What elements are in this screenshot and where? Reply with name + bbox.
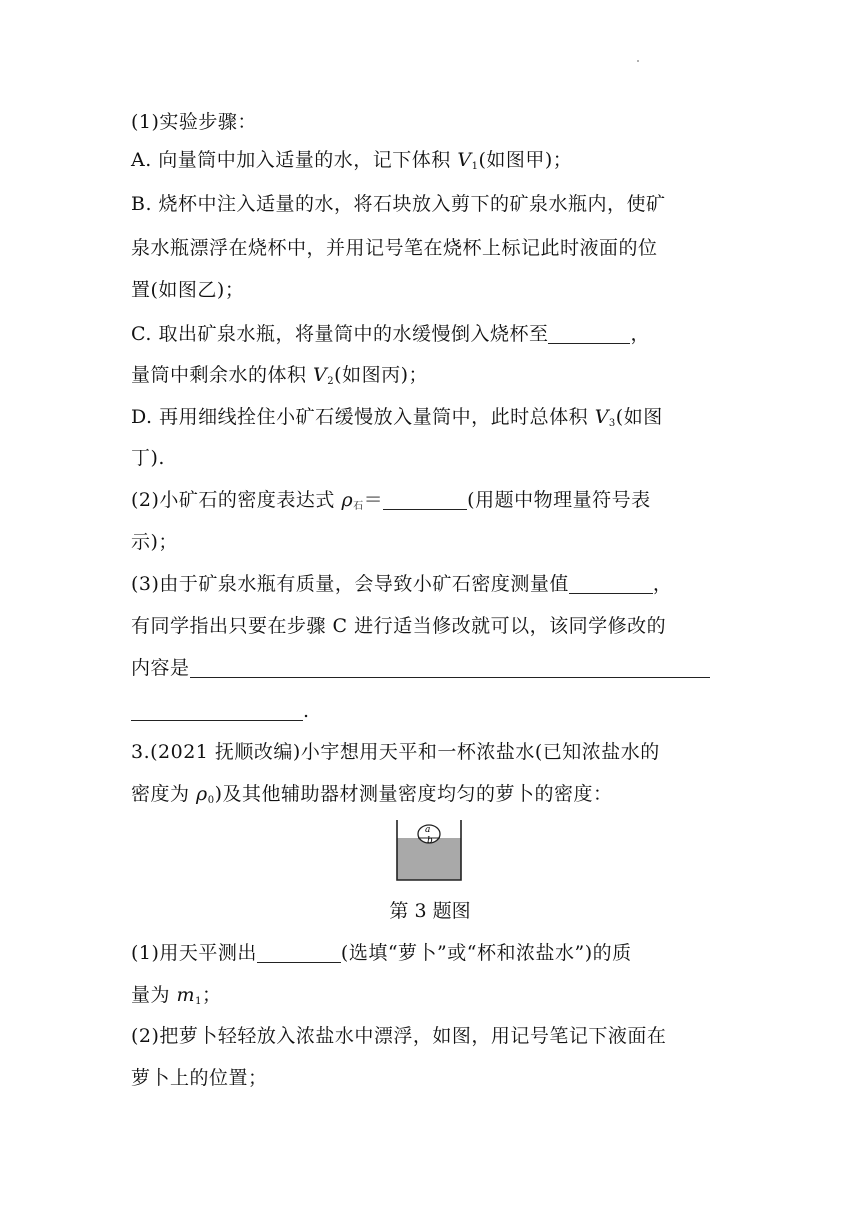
answer-blank[interactable] [131, 700, 303, 721]
answer-blank[interactable] [548, 323, 630, 344]
answer-blank[interactable] [257, 942, 341, 963]
symbol-m: m [176, 984, 196, 1006]
punct: ， [630, 323, 650, 345]
label-b: b [427, 836, 433, 846]
step-d-text: 丁). [131, 447, 165, 469]
punct: ； [201, 984, 222, 1006]
step-2-text: (2)把萝卜轻轻放入浓盐水中漂浮，如图，用记号笔记下液面在 [131, 1025, 667, 1047]
subscript: 0 [207, 795, 215, 806]
text-line [131, 776, 751, 819]
text-line [131, 693, 751, 729]
symbol-rho: ρ [341, 489, 354, 511]
subscript: 2 [327, 376, 335, 387]
subscript: 1 [195, 996, 202, 1007]
step-b-text: B. 烧杯中注入适量的水，将石块放入剪下的矿泉水瓶内，使矿 [131, 193, 666, 215]
problem-3-text: 密度为 [131, 783, 197, 805]
text-line [131, 142, 751, 185]
text-line [131, 272, 751, 308]
answer-blank[interactable] [569, 573, 653, 594]
question-2-text: 示)； [131, 531, 178, 553]
text-line [131, 440, 751, 476]
text-line [131, 566, 751, 602]
problem-3-text: 3.(2021 抚顺改编)小宇想用天平和一杯浓盐水(已知浓盐水的 [131, 741, 660, 763]
text-line [131, 104, 751, 140]
symbol-rho: ρ [196, 783, 208, 805]
step-c-text: C. 取出矿泉水瓶，将量筒中的水缓慢倒入烧杯至 [131, 323, 549, 345]
step-c-end: (如图丙)； [334, 364, 428, 386]
step-d-text: D. 再用细线拴住小矿石缓慢放入量筒中，此时总体积 [131, 406, 595, 428]
step-d-end: (如图 [615, 406, 663, 428]
step-1-text: (1)用天平测出 [131, 942, 257, 964]
question-3-text: (3)由于矿泉水瓶有质量，会导致小矿石密度测量值 [131, 573, 569, 595]
text-line [131, 230, 751, 266]
step-1-text: 量为 [131, 984, 177, 1006]
text-line [131, 482, 751, 525]
step-c-text: 量筒中剩余水的体积 [131, 364, 314, 386]
step-heading: (1)实验步骤： [131, 111, 257, 133]
page-dot [637, 60, 639, 62]
answer-blank[interactable] [383, 489, 467, 510]
text-line [131, 650, 751, 686]
subscript: 1 [471, 161, 479, 172]
text-line [131, 399, 751, 442]
step-1-text: (选填“萝卜”或“杯和浓盐水”)的质 [340, 942, 632, 964]
subscript: 3 [608, 418, 616, 429]
subscript: 石 [353, 501, 364, 512]
step-a-text: A. 向量筒中加入适量的水，记下体积 [131, 149, 458, 171]
symbol-v: V [457, 149, 472, 171]
question-3-text: 内容是 [131, 657, 190, 679]
text-line [131, 608, 751, 644]
text-line [131, 1060, 751, 1096]
text-line [131, 977, 751, 1020]
figure-caption: 第 3 题图 [389, 900, 471, 922]
text-line [131, 357, 751, 400]
text-line [131, 316, 751, 352]
question-2-text: (2)小矿石的密度表达式 [131, 489, 342, 511]
answer-blank[interactable] [190, 657, 710, 678]
text-line [131, 935, 751, 971]
equals: ＝ [363, 489, 384, 511]
step-b-text: 泉水瓶漂浮在烧杯中，并用记号笔在烧杯上标记此时液面的位 [131, 237, 658, 259]
text-line [131, 524, 751, 560]
question-3-text: 有同学指出只要在步骤 C 进行适当修改就可以，该同学修改的 [131, 615, 667, 637]
step-a-end: (如图甲)； [478, 149, 573, 171]
step-b-text: 置(如图乙)； [131, 279, 245, 301]
step-2-text: 萝卜上的位置； [131, 1067, 268, 1089]
text-line [131, 1018, 751, 1054]
symbol-v: V [313, 364, 328, 386]
beaker-figure [395, 818, 463, 882]
text-line [131, 734, 751, 770]
symbol-v: V [594, 406, 609, 428]
text-line [131, 186, 751, 222]
punct: . [303, 700, 310, 722]
punct: ， [652, 573, 673, 595]
problem-3-text: )及其他辅助器材测量密度均匀的萝卜的密度： [214, 783, 613, 805]
label-a: a [425, 825, 431, 835]
question-2-text: (用题中物理量符号表 [467, 489, 651, 511]
